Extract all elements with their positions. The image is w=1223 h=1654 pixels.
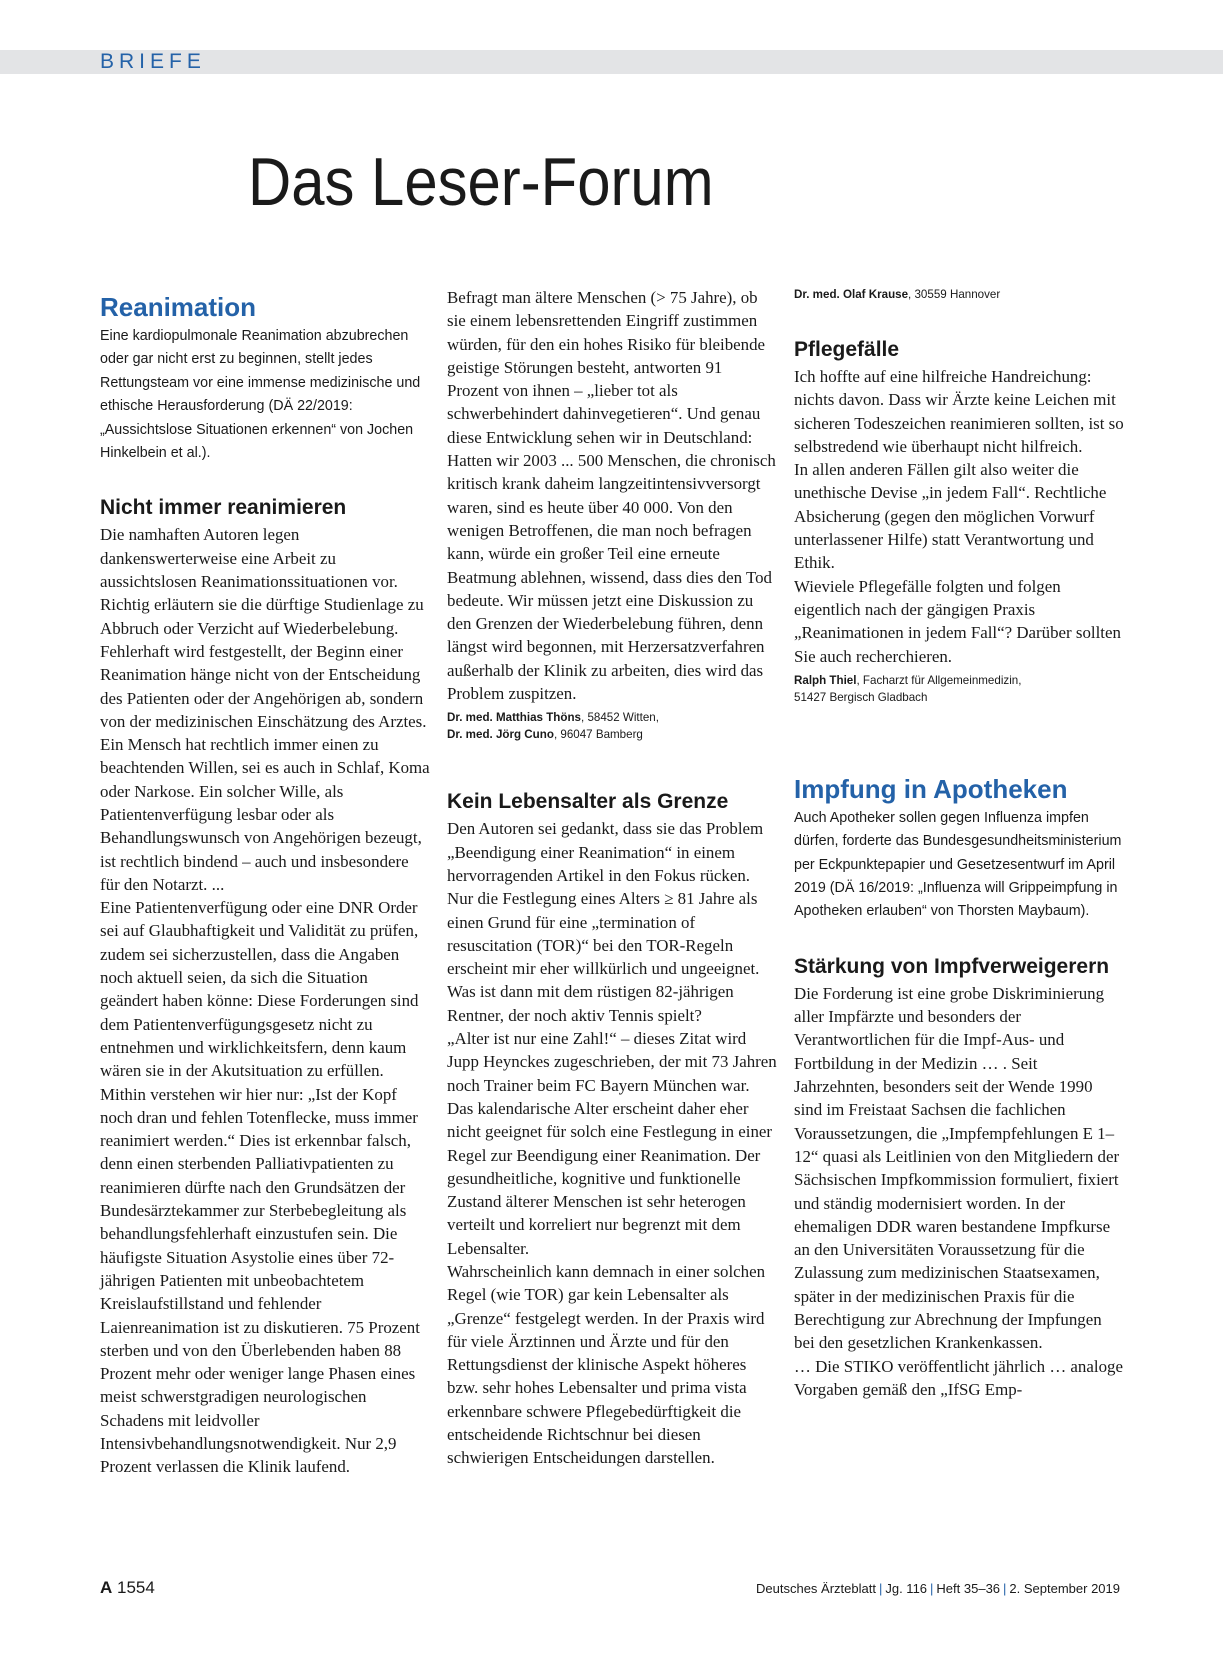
signature-place-thiel: 51427 Bergisch Gladbach xyxy=(794,690,928,704)
letter-body-pflegefaelle: Ich hoffte auf eine hilfreiche Handreichung: nichts davon. Dass wir Ärzte keine Leichen mit sicheren Todeszeichen reanimieren sollten, ist so selbstredend wie überhaupt nicht hilfreich. In allen anderen Fällen gilt also weiter die unethische Devise „in jedem Fall“. Rechtliche Absicherung (gegen den möglichen Vorwurf unterlassener Hilfe) statt Verantwortung und Ethik. Wieviele Pflegefälle folgten und folgen eigentlich nach der gängigen Praxis „Reanimationen in jedem Fall“? Darüber sollten Sie auch recherchieren. xyxy=(794,367,1124,666)
letter-signature-nicht-immer xyxy=(447,709,777,743)
signature-name-thiel: Ralph Thiel xyxy=(794,673,857,687)
letter-body-impfverweigerer: Die Forderung ist eine grobe Diskriminierung aller Impfärzte und besonders der Verantwortlichen für die Impf-Aus- und Fortbildung in der Medizin … . Seit Jahrzehnten, besonders seit der Wende 1990 sind im Freistaat Sachsen die fachlichen Voraussetzungen, die „Impfempfehlungen E 1–12“ quasi als Leitlinien von den Mitgliedern der Sächsischen Impfkommission formuliert, fixiert und ständig modernisiert worden. In der ehemaligen DDR waren bestandene Impfkurse an den Universitäten Voraussetzung für die Zulassung zum medizinischen Staatsexamen, später in der medizinischen Praxis für die Berechtigung zur Abrechnung der Impfungen bei den gesetzlichen Krankenkassen. … Die STIKO veröffentlicht jährlich … analoge Vorgaben gemäß den „IfSG Emp- xyxy=(794,983,1123,1399)
letter-body-lebensalter: Den Autoren sei gedankt, dass sie das Problem „Beendigung einer Reanimation“ in einem hervorragenden Artikel in den Fokus rücken. Nur die Festlegung eines Alters ≥ 81 Jahre als einen Grund für eine „termination of resuscitation (TOR)“ bei den TOR-Regeln erscheint mir eher willkürlich und ungeeignet. Was ist dann mit dem rüstigen 82-jährigen Rentner, der noch aktiv Tennis spielt? „Alter ist nur eine Zahl!“ – dieses Zitat wird Jupp Heynckes zugeschrieben, der mit 73 Jahren noch Trainer beim FC Bayern München war. Das kalendarische Alter erscheint daher eher nicht geeignet für solch eine Festlegung in einer Regel zur Beendigung einer Reanimation. Der gesundheitliche, kognitive und funktionelle Zustand älterer Menschen ist sehr heterogen verteilt und korreliert nur begrenzt mit dem Lebensalter. Wahrscheinlich kann demnach in einer solchen Regel (wie TOR) gar kein Lebensalter als „Grenze“ festgelegt werden. In der Praxis wird für viele Ärztinnen und Ärzte und für den Rettungsdienst der klinische Aspekt höheres bzw. sehr hohes Lebensalter und prima vista erkennbare schwere Pflegebedürftigkeit die entscheidende Richtschnur bei diesen schwierigen Entscheidungen darstellen. xyxy=(447,819,777,1468)
letter-heading-lebensalter: Kein Lebensalter als Grenze xyxy=(447,790,729,814)
page-number-value: 1554 xyxy=(117,1578,155,1597)
letter-heading-pflegefaelle: Pflegefälle xyxy=(794,338,900,361)
letter-signature-pflegefaelle xyxy=(794,672,1124,706)
separator: | xyxy=(1003,1581,1007,1596)
signature-name-2: Dr. med. Jörg Cuno xyxy=(447,728,554,742)
journal-date: 2. September 2019 xyxy=(1009,1581,1120,1596)
column-3 xyxy=(794,286,1124,1401)
signature-place-krause: , 30559 Hannover xyxy=(908,288,1001,301)
page-number xyxy=(100,1578,155,1598)
separator: | xyxy=(878,1581,883,1596)
topic-heading-impfung: Impfung in Apotheken xyxy=(794,773,1068,804)
column-2 xyxy=(447,286,777,1470)
column-1 xyxy=(100,292,430,1479)
publication-line xyxy=(756,1580,1120,1598)
page-title: Das Leser-Forum xyxy=(248,144,714,220)
journal-volume: Jg. 116 xyxy=(885,1581,928,1596)
section-label: BRIEFE xyxy=(100,50,206,73)
letter-body-nicht-immer: Die namhaften Autoren legen dankenswerterweise eine Arbeit zu aussichtslosen Reanimationssituationen vor. Richtig erläutern sie die dürftige Studienlage zu Abbruch oder Verzicht auf Wiederbelebung. Fehlerhaft wird festgestellt, der Beginn einer Reanimation hänge nicht von der Entscheidung des Patienten oder der Angehörigen ab, sondern von der medizinischen Einschätzung des Arztes. Ein Mensch hat rechtlich immer einen zu beachtenden Willen, sei es auch in Schlaf, Koma oder Narkose. Ein solcher Wille, als Patientenverfügung lesbar oder als Behandlungswunsch von Angehörigen bezeugt, ist rechtlich bindend – auch und insbesondere für den Notarzt. ... Eine Patientenverfügung oder eine DNR Order sei auf Glaubhaftigkeit und Validität zu prüfen, zudem sei sicherzustellen, dass die Angaben noch aktuell seien, da sich die Situation geändert haben könne: Diese Forderungen sind dem Patientenverfügungsgesetz nicht zu entnehmen und wirklichkeitsfern, denn kaum wären sie in der Akutsituation zu erfüllen. Mithin verstehen wir hier nur: „Ist der Kopf noch dran und fehlen Totenflecke, muss immer reanimiert werden.“ Dies ist erkennbar falsch, denn einen sterbenden Palliativpatienten zu reanimieren dürfte nach den Grundsätzen der Bundesärztekammer zur Sterbebegleitung als behandlungsfehlerhaft einzustufen sein. Die häufigste Situation Asystolie eines über 72-jährigen Patienten mit unbeobachtetem Kreislaufstillstand und fehlender Laienreanimation ist zu diskutieren. 75 Prozent sterben und von den Überlebenden haben 88 Prozent mehr oder weniger lange Phasen eines meist schwerstgradigen neurologischen Schadens mit leidvoller Intensivbehandlungsnotwendigkeit. Nur 2,9 Prozent verlassen die Klinik laufend. xyxy=(100,525,430,1477)
topic-teaser-impfung: Auch Apotheker sollen gegen Influenza impfen dürfen, forderte das Bundesgesundheitsministerium per Eckpunktepapier und Gesetzesentwurf im April 2019 (DÄ 16/2019: „Influenza will Grippeimpfung in Apotheken erlauben“ von Thorsten Maybaum). xyxy=(794,809,1122,920)
signature-name-krause: Dr. med. Olaf Krause xyxy=(794,288,909,301)
signature-name-1: Dr. med. Matthias Thöns xyxy=(447,711,581,725)
signature-place-1: , 58452 Witten, xyxy=(581,711,659,725)
letter-heading-impfverweigerer: Stärkung von Impfverweigerern xyxy=(794,954,1110,978)
separator: | xyxy=(930,1581,934,1596)
letter-signature-lebensalter xyxy=(794,286,1124,303)
page-prefix: A xyxy=(100,1578,113,1597)
signature-role-thiel: , Facharzt für Allgemeinmedizin, xyxy=(856,673,1022,687)
letter-heading-nicht-immer: Nicht immer reanimieren xyxy=(100,496,347,520)
letter-body-nicht-immer-cont: Befragt man ältere Menschen (> 75 Jahre), ob sie einem lebensrettenden Eingriff zustimmen würden, für den ein hohes Risiko für bleibende geistige Störungen besteht, antworten 91 Prozent von ihnen – „lieber tot als schwerbehindert dahinvegetieren“. Und genau diese Entwicklung sehen wir in Deutschland: Hatten wir 2003 ... 500 Menschen, die chronisch kritisch krank daheim langzeitintensivversorgt waren, sind es heute über 40 000. Von den wenigen Betroffenen, die man noch befragen kann, würde ein großer Teil eine erneute Beatmung ablehnen, wissend, dass dies den Tod bedeute. Wir müssen jetzt eine Diskussion zu den Grenzen der Wiederbelebung führen, denn längst wird begonnen, mit Herzersatzverfahren außerhalb der Klinik zu arbeiten, dies wird das Problem zuspitzen. xyxy=(447,288,776,704)
signature-place-2: , 96047 Bamberg xyxy=(553,728,643,742)
topic-teaser-reanimation: Eine kardiopulmonale Reanimation abzubrechen oder gar nicht erst zu beginnen, stellt jedes Rettungsteam vor eine immense medizinische und ethische Herausforderung (DÄ 22/2019: „Aussichtslose Situationen erkennen“ von Jochen Hinkelbein et al.). xyxy=(100,328,421,462)
topic-heading-reanimation: Reanimation xyxy=(100,292,257,322)
journal-name: Deutsches Ärzteblatt xyxy=(756,1581,876,1596)
journal-issue: Heft 35–36 xyxy=(936,1581,1001,1596)
